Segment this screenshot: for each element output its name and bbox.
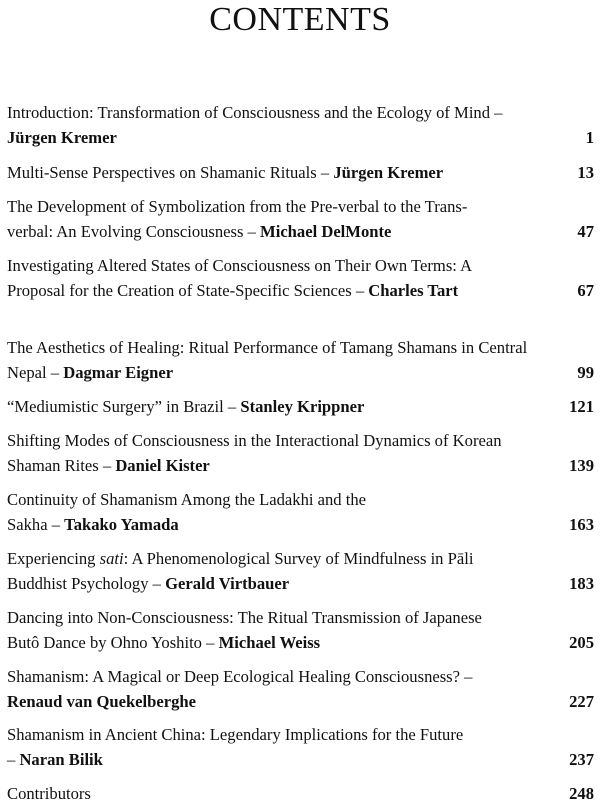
- entry-page-number: 1: [585, 128, 594, 147]
- entry-dash: –: [7, 750, 20, 769]
- entry-dash: –: [223, 397, 241, 416]
- entry-author: Takako Yamada: [64, 515, 179, 534]
- entry-title: Multi-Sense Perspectives on Shamanic Rituals: [7, 163, 317, 182]
- toc-entry[interactable]: [7, 394, 597, 419]
- entry-page-number: 13: [577, 163, 594, 182]
- entry-title-prefix: Experiencing: [7, 549, 100, 568]
- entry-dash: –: [490, 103, 503, 122]
- entry-title: : A Phenomenological Survey of Mindfulness in Pāli Buddhist Psychology: [7, 549, 474, 593]
- entry-title-italic: sati: [99, 549, 124, 568]
- toc-entry[interactable]: [7, 100, 597, 150]
- entry-author: Daniel Kister: [115, 456, 210, 475]
- entry-dash: –: [351, 281, 369, 300]
- entry-author: Charles Tart: [368, 281, 459, 300]
- entry-title: Shamanism in Ancient China: Legendary Implications for the Future: [7, 725, 464, 744]
- entry-title: Investigating Altered States of Consciousness on Their Own Terms: A Proposal for the Creation of State-Specific Sciences: [7, 256, 472, 300]
- entry-dash: –: [243, 222, 261, 241]
- entry-page-number: 163: [569, 515, 594, 534]
- toc-entry[interactable]: [7, 194, 597, 244]
- entry-author: Stanley Krippner: [240, 397, 365, 416]
- toc-entry[interactable]: [7, 335, 597, 385]
- entry-author: Renaud van Quekelberghe: [7, 692, 197, 711]
- entry-author: Gerald Virtbauer: [165, 574, 290, 593]
- entry-title: Introduction: Transformation of Consciousness and the Ecology of Mind: [7, 103, 491, 122]
- entry-title: Continuity of Shamanism Among the Ladakhi and the Sakha: [7, 490, 367, 534]
- entry-dash: –: [47, 515, 65, 534]
- entry-page-number: 139: [569, 456, 594, 475]
- toc-entry[interactable]: [7, 160, 597, 185]
- toc-entry[interactable]: [7, 664, 597, 714]
- entry-page-number: 47: [577, 222, 594, 241]
- toc-entry[interactable]: [7, 605, 597, 655]
- entry-page-number: 121: [569, 397, 594, 416]
- entry-title: Contributors: [7, 784, 91, 803]
- toc-entry[interactable]: [7, 428, 597, 478]
- entry-dash: –: [46, 363, 64, 382]
- entry-dash: –: [148, 574, 166, 593]
- entry-title: Shamanism: A Magical or Deep Ecological Healing Consciousness?: [7, 667, 461, 686]
- entry-title: The Development of Symbolization from the Pre-verbal to the Trans-verbal: An Evolving Consciousness: [7, 197, 468, 241]
- toc-entry[interactable]: [7, 253, 597, 303]
- entry-page-number: 99: [577, 363, 594, 382]
- entry-title: “Mediumistic Surgery” in Brazil: [7, 397, 224, 416]
- entry-title: The Aesthetics of Healing: Ritual Performance of Tamang Shamans in Central Nepal: [7, 338, 528, 382]
- entry-page-number: 237: [569, 750, 594, 769]
- entry-page-number: 67: [577, 281, 594, 300]
- entry-author: Naran Bilik: [19, 750, 103, 769]
- entry-dash: –: [201, 633, 219, 652]
- entry-author: Dagmar Eigner: [63, 363, 174, 382]
- entry-page-number: 227: [569, 692, 594, 711]
- toc-entry[interactable]: [7, 722, 597, 772]
- entry-title: Shifting Modes of Consciousness in the Interactional Dynamics of Korean Shaman Rites: [7, 431, 502, 475]
- entry-page-number: 205: [569, 633, 594, 652]
- entry-title: Dancing into Non-Consciousness: The Ritual Transmission of Japanese Butô Dance by Ohno Yoshito: [7, 608, 482, 652]
- entry-author: Jürgen Kremer: [7, 128, 117, 147]
- entry-author: Michael DelMonte: [260, 222, 392, 241]
- entry-dash: –: [316, 163, 334, 182]
- entry-dash: –: [460, 667, 473, 686]
- entry-dash: –: [98, 456, 116, 475]
- toc-entry[interactable]: [7, 487, 597, 537]
- entry-page-number: 183: [569, 574, 594, 593]
- toc-entry[interactable]: [7, 546, 597, 596]
- entry-page-number: 248: [569, 784, 594, 803]
- page-title: CONTENTS: [209, 1, 391, 38]
- toc-entry[interactable]: [7, 781, 597, 806]
- entry-author: Jürgen Kremer: [333, 163, 444, 182]
- entry-author: Michael Weiss: [218, 633, 321, 652]
